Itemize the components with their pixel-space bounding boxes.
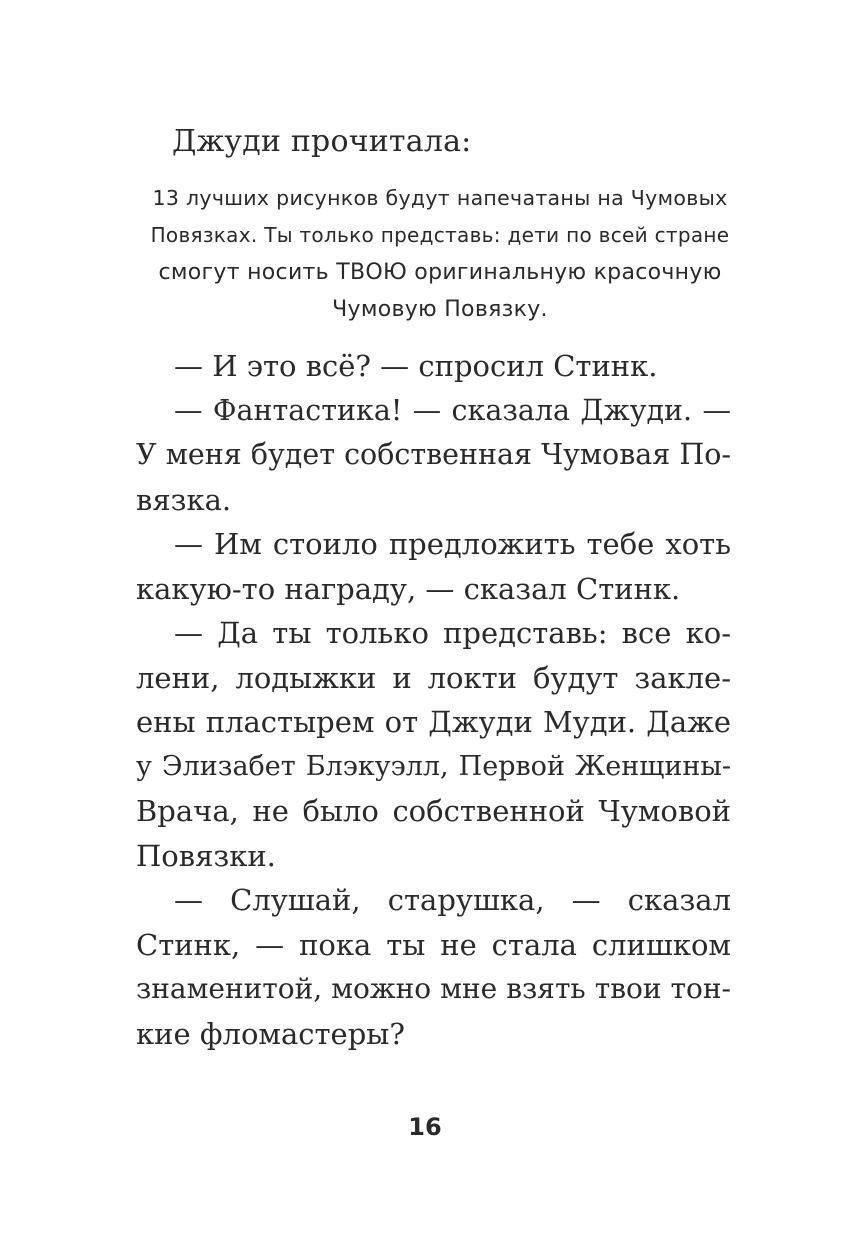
text-line: кие фломастеры? (136, 1016, 405, 1051)
story-text (136, 344, 731, 1056)
text-line: какую-то награду, — сказал Стинк. (136, 571, 681, 606)
paragraph (136, 878, 731, 1056)
quoted-notice (150, 180, 730, 328)
paragraph (136, 522, 731, 611)
page-number: 16 (408, 1113, 442, 1141)
quote-line: 13 лучших рисунков будут напечатаны на Чумовых (152, 186, 728, 210)
text-line: — Им стоило предложить тебе хоть (174, 527, 731, 561)
text-line: Врача, не было собственной Чумовой (136, 794, 731, 828)
text-line: Повязки. (136, 838, 276, 873)
text-line: — Да ты только представь: все ко- (174, 616, 731, 650)
paragraph (136, 344, 731, 389)
quote-line: Повязках. Ты только представь: дети по всей стране (150, 223, 730, 247)
text-line: лени, лодыжки и локти будут закле- (136, 660, 731, 695)
text-line: у Элизабет Блэкуэлл, Первой Женщины- (136, 750, 731, 782)
text-line: — Слушай, старушка, — сказал (174, 883, 731, 917)
text-line: вязка. (136, 482, 232, 517)
intro-line: Джуди прочитала: (172, 124, 472, 159)
text-line: У меня будет собственная Чумовая По- (136, 438, 731, 471)
quote-line: смогут носить ТВОЮ оригинальную красочную (158, 260, 722, 285)
paragraph (136, 389, 731, 523)
text-line: знаменитой, можно мне взять твои тон- (136, 972, 731, 1005)
text-line: Стинк, — пока ты не стала слишком (136, 927, 731, 962)
quote-line: Чумовую Повязку. (332, 297, 548, 322)
text-line: — И это всё? — спросил Стинк. (174, 349, 658, 383)
paragraph (136, 611, 731, 878)
text-line: — Фантастика! — сказала Джуди. — (174, 393, 731, 427)
text-line: ены пластырем от Джуди Муди. Даже (136, 705, 731, 739)
